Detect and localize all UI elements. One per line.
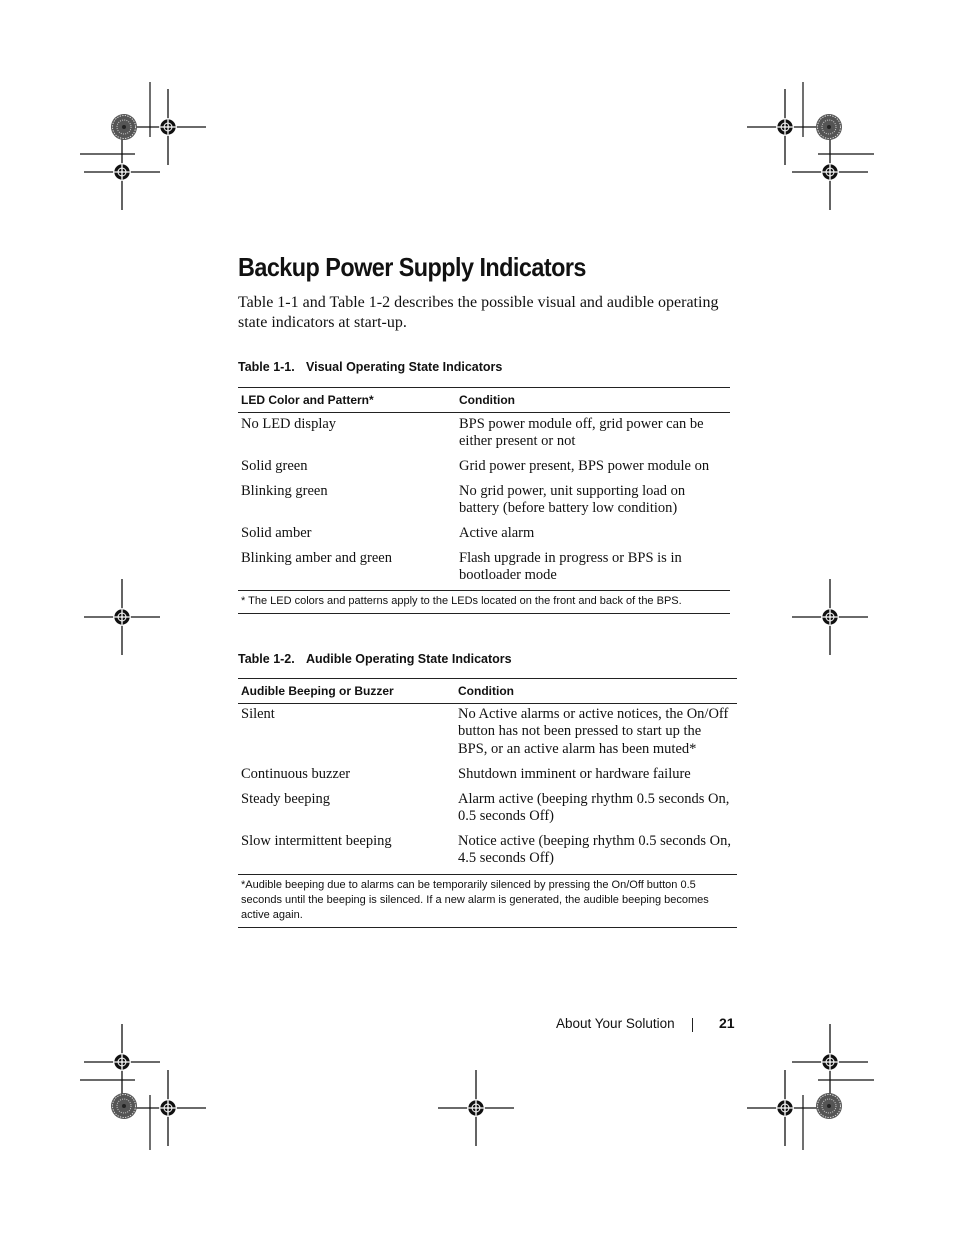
table1-caption — [238, 360, 502, 374]
table1-body — [238, 413, 730, 590]
table2-title: Audible Operating State Indicators — [306, 652, 512, 666]
table1-cell-led: Blinking green — [241, 483, 328, 499]
table2-cell-beeping: Steady beeping — [241, 791, 330, 807]
table2-footnote: *Audible beeping due to alarms can be temporarily silenced by pressing the On/Off button 0.5 seconds until the beeping is silenced. If a new alarm is generated, the audible beeping becomes active again. — [238, 874, 737, 927]
table1-cell-led: Blinking amber and green — [241, 550, 392, 566]
table1-cell-condition: Flash upgrade in progress or BPS is in bootloader mode — [459, 550, 682, 584]
table2-cell-beeping: Slow intermittent beeping — [241, 833, 392, 849]
table1-header-condition: Condition — [459, 393, 515, 407]
table1-cell-led: Solid amber — [241, 525, 312, 541]
page-number: 21 — [719, 1015, 735, 1031]
table-row — [238, 483, 730, 525]
table-row — [238, 706, 737, 766]
table-row — [238, 458, 730, 483]
table1-visual-indicators — [238, 387, 730, 614]
table2-cell-condition: No Active alarms or active notices, the On/Off button has not been pressed to start up the BPS, or an active alarm has been muted* — [458, 706, 729, 757]
table-row — [238, 833, 737, 874]
table-row — [238, 766, 737, 791]
table2-header-condition: Condition — [458, 684, 514, 698]
table1-title: Visual Operating State Indicators — [306, 360, 503, 374]
table1-cell-condition: BPS power module off, grid power can be either present or not — [459, 416, 704, 450]
table-row — [238, 550, 730, 590]
table2-body — [238, 704, 737, 874]
table2-cell-beeping: Continuous buzzer — [241, 766, 351, 782]
table2-number: Table 1-2. — [238, 652, 295, 666]
table2-cell-condition: Shutdown imminent or hardware failure — [458, 766, 691, 782]
table1-cell-led: No LED display — [241, 416, 337, 432]
table2-header-beeping: Audible Beeping or Buzzer — [241, 684, 394, 698]
table-row — [238, 525, 730, 550]
table2-cell-condition: Alarm active (beeping rhythm 0.5 seconds On, 0.5 seconds Off) — [458, 791, 730, 825]
page-title: Backup Power Supply Indicators — [238, 252, 586, 282]
table1-number: Table 1-1. — [238, 360, 295, 374]
table1-cell-condition: Grid power present, BPS power module on — [459, 458, 710, 474]
table1-header-row — [238, 388, 730, 413]
footer-section-title: About Your Solution — [556, 1016, 675, 1031]
intro-paragraph: Table 1-1 and Table 1-2 describes the possible visual and audible operating state indicators at start-up. — [238, 294, 719, 331]
table2-caption — [238, 652, 512, 666]
footer-divider — [692, 1018, 693, 1032]
table1-cell-led: Solid green — [241, 458, 308, 474]
table2-audible-indicators — [238, 678, 737, 928]
table1-cell-condition: Active alarm — [459, 525, 535, 541]
table2-cell-beeping: Silent — [241, 706, 275, 722]
table1-cell-condition: No grid power, unit supporting load on battery (before battery low condition) — [459, 483, 686, 517]
table2-header-row — [238, 679, 737, 704]
table-row — [238, 791, 737, 833]
table1-header-led: LED Color and Pattern* — [241, 393, 374, 407]
table2-cell-condition: Notice active (beeping rhythm 0.5 seconds On, 4.5 seconds Off) — [458, 833, 732, 867]
table-row — [238, 416, 730, 458]
table1-footnote: * The LED colors and patterns apply to the LEDs located on the front and back of the BPS. — [238, 590, 730, 613]
